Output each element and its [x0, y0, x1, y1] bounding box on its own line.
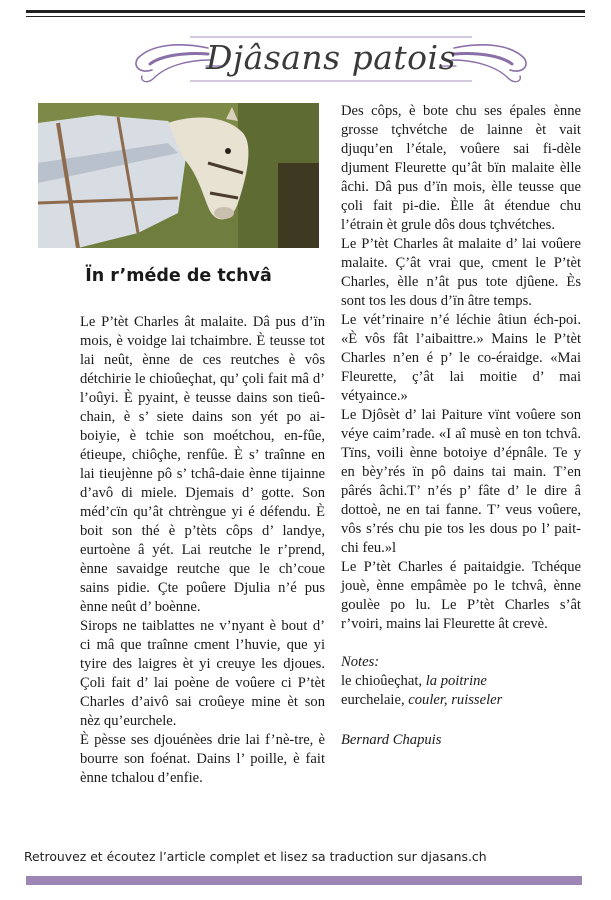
masthead [130, 24, 532, 90]
article-column-1 [80, 313, 325, 788]
article-paragraph: Sirops ne taiblattes ne v’nyant è bout d’ ci mâ que traînne cment l’huvie, que yi tyire des laigres èt yi creuye les djoues. Çoli fait d’ lai poène de voûere ci P’tèt Charles d’aivô sai croûeye mine èt son nèz qu’eurchele. [80, 618, 325, 729]
top-rule-thick [26, 10, 585, 13]
article-paragraph: Des côps, è bote chu ses épales ènne grosse tçhvétche de lainne èt vait djuqu’en l’étale, voûere sai fi-dèle djument Fleurette qu’ât bïn malaite èlle âchi. Dâ pus d’ïn mois, èlle teusse que çoli fait pi-die. Èlle ât étendue chu l’étrain èt grule dôs dous tçhvétches. [341, 103, 581, 233]
note-gloss: couler, ruisseler [408, 692, 503, 708]
article-paragraph: Le P’tèt Charles ât malaite d’ lai voûere malaite. Ç’ât vrai que, cment le P’tèt Charles, èlle n’ât pus tote djûene. Ès sont tos les dous d’ïn âtre temps. [341, 236, 581, 309]
note-entry [341, 691, 581, 710]
article-headline: Ïn r’méde de tchvâ [85, 266, 272, 286]
notes-heading: Notes: [341, 654, 380, 670]
article-paragraph: Le P’tèt Charles é paitaidgie. Tchéque jouè, ènne empâmèe po le tchvâ, ènne goulèe po lu. Le P’tèt Charles s’ât r’voiri, mains lai Fleurette ât crevè. [341, 559, 581, 632]
note-term: le chioûeçhat, [341, 673, 423, 689]
article-paragraph: Le vét’rinaire n’é léchie âtiun éch-poi. «È vôs fât l’aibaittre.» Mains le P’tèt Charles n’en é p’ le co-éraidge. «Mai Fleurette, ç’ât lai moitie d’ mai vétyaince.» [341, 312, 581, 404]
note-gloss: la poitrine [425, 673, 487, 689]
notes [341, 653, 581, 710]
horse-photo [38, 103, 319, 248]
footer-text: Retrouvez et écoutez l’article complet et lisez sa traduction sur djasans.ch [24, 849, 487, 864]
horse-photo-icon [38, 103, 319, 248]
masthead-title: Djâsans patois [205, 38, 457, 77]
note-entry [341, 672, 581, 691]
article-paragraph: Le P’tèt Charles ât malaite. Dâ pus d’ïn mois, è voidge lai tchaimbre. È teusse tot lai neût, ènne de ces reutches è vôs détchirie le chioûeçhat, qu’ çoli fait mâ d’ l’oûyi. È pyaint, è teusse dains son tieû-chain, è s’ siete dains son yét po ai-boiyie, è tchie son moétchou, en-fûe, étieupe, chiôçhe, renfûe. È s’ traînne en lai tieujènne pô s’ tchâ-daie ènne tijainne d’avô di miele. Djemais d’ gotte. Son méd’cïn qu’ât chtrèngue yi é défendu. È boit son thé è p’tèts côps d’ landye, eurtoène â yét. Lai reutche le r’prend, ènne savaidge reutche que le ch’coue sains pidie. Çte poûere Djulia n’é pus ènne neût d’ boènne. [80, 314, 325, 615]
top-rule-thin [26, 16, 585, 17]
footer-bar [26, 876, 582, 885]
article-paragraph: È pèsse ses djouénèes drie lai f’nè-tre, è bourre son foénat. Dains l’ poille, è fait ènne tchalou d’enfie. [80, 732, 325, 786]
author-byline: Bernard Chapuis [341, 732, 442, 748]
note-term: eurchelaie, [341, 692, 405, 708]
article-paragraph: Le Djôsèt d’ lai Paiture vïnt voûere son véye caim’rade. «I aî musè en ton tchvâ. Tïns, voili ènne botoiye d’épnâle. Te y en bèy’rés ïn pô dains tai main. T’en pârés âchi.T’ n’és p’ fâte d’ le dire â dottoè, ne en tai fanne. T’ veus voûere, vôs s’rés chu pie tos les dous po l’ pait-chi feu.»l [341, 407, 581, 556]
article-column-2 [341, 102, 581, 750]
